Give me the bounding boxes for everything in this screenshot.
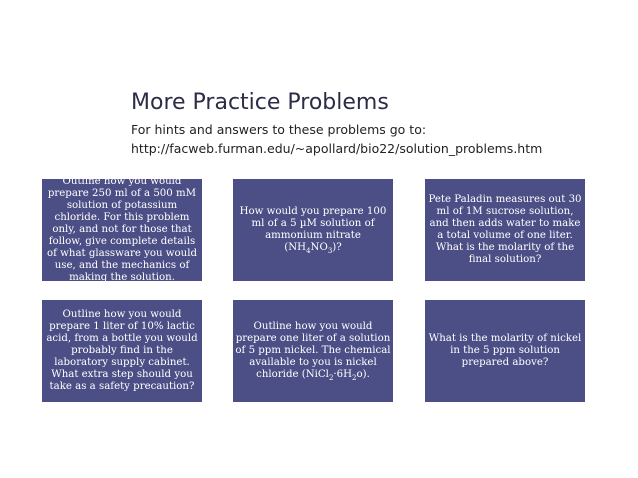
problem-text: Outline how you would prepare 250 ml of a 500 mM solution of potassium chloride. For this problem only, and not for those that follow, give complete details of what glassware you would use, and the mechanics of making the solution.: [47, 176, 197, 283]
hint-line: For hints and answers to these problems go to:: [131, 122, 427, 137]
problem-card-6: [425, 300, 585, 402]
problem-text-part: ·6H: [333, 369, 353, 380]
problem-card-2: [233, 179, 393, 281]
problem-text-part: Outline how you would prepare one liter of a solution of 5 ppm nickel. The chemical available to you is nickel chloride (NiCl: [235, 321, 391, 380]
problem-card-3: [425, 179, 585, 281]
problem-card-4: [42, 300, 202, 402]
subscript: 4: [306, 247, 311, 256]
subscript: 2: [328, 374, 334, 383]
hint-url: http://facweb.furman.edu/~apollard/bio22/solution_problems.htm: [131, 141, 543, 156]
problem-text-part: NO: [310, 242, 328, 253]
problem-text-part: o).: [356, 369, 370, 380]
slide-subtitle: [131, 120, 542, 158]
problem-text: Pete Paladin measures out 30 ml of 1M sucrose solution, and then adds water to make a total volume of one liter. What is the molarity of the final solution?: [428, 194, 582, 265]
slide-title: More Practice Problems: [131, 90, 389, 115]
problem-text: Outline how you would prepare 1 liter of 10% lactic acid, from a bottle you would probably find in the laboratory supply cabinet. What extra step should you take as a safety precaution?: [46, 309, 198, 392]
problem-text: What is the molarity of nickel in the 5 ppm solution prepared above?: [428, 333, 582, 368]
problem-text-part: )?: [332, 242, 342, 253]
problem-text: [235, 321, 391, 381]
problem-card-1: [42, 176, 202, 283]
problem-text-part: How would you prepare 100 ml of a 5 µM solution of ammonium nitrate (NH: [239, 206, 387, 253]
problem-text: [235, 206, 391, 254]
subscript: 3: [327, 247, 333, 256]
problem-card-5: [233, 300, 393, 402]
subscript: 2: [352, 374, 357, 383]
